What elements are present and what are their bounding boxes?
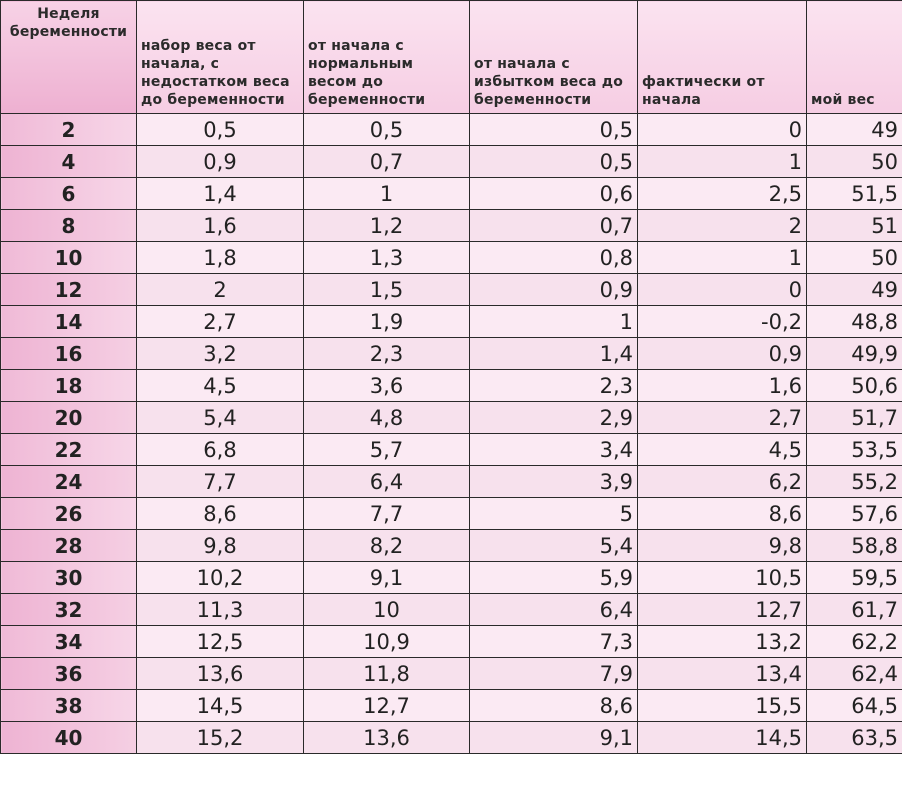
overweight-cell: 0,5 <box>470 114 638 146</box>
overweight-cell: 3,4 <box>470 434 638 466</box>
actual-cell: 0 <box>638 274 807 306</box>
my-weight-cell: 58,8 <box>807 530 902 562</box>
underweight-cell: 14,5 <box>137 690 304 722</box>
table-row <box>1 146 902 178</box>
underweight-cell: 12,5 <box>137 626 304 658</box>
header-week: Неделя беременности <box>1 1 137 114</box>
table-row <box>1 530 902 562</box>
overweight-cell: 5 <box>470 498 638 530</box>
actual-cell: 14,5 <box>638 722 807 754</box>
my-weight-cell: 53,5 <box>807 434 902 466</box>
actual-cell: 13,2 <box>638 626 807 658</box>
week-cell: 38 <box>1 690 137 722</box>
overweight-cell: 7,3 <box>470 626 638 658</box>
actual-cell: 8,6 <box>638 498 807 530</box>
header-overweight: от начала с избытком веса до беременности <box>470 1 638 114</box>
week-cell: 24 <box>1 466 137 498</box>
actual-cell: 0,9 <box>638 338 807 370</box>
table-row <box>1 434 902 466</box>
actual-cell: 2,7 <box>638 402 807 434</box>
my-weight-cell: 49 <box>807 114 902 146</box>
week-cell: 22 <box>1 434 137 466</box>
week-cell: 16 <box>1 338 137 370</box>
normal-cell: 1,9 <box>304 306 470 338</box>
normal-cell: 0,7 <box>304 146 470 178</box>
underweight-cell: 3,2 <box>137 338 304 370</box>
actual-cell: 9,8 <box>638 530 807 562</box>
overweight-cell: 5,4 <box>470 530 638 562</box>
table-row <box>1 178 902 210</box>
actual-cell: 4,5 <box>638 434 807 466</box>
normal-cell: 12,7 <box>304 690 470 722</box>
week-cell: 30 <box>1 562 137 594</box>
my-weight-cell: 51 <box>807 210 902 242</box>
underweight-cell: 11,3 <box>137 594 304 626</box>
table-row <box>1 338 902 370</box>
week-cell: 36 <box>1 658 137 690</box>
normal-cell: 13,6 <box>304 722 470 754</box>
overweight-cell: 3,9 <box>470 466 638 498</box>
actual-cell: -0,2 <box>638 306 807 338</box>
my-weight-cell: 51,5 <box>807 178 902 210</box>
underweight-cell: 9,8 <box>137 530 304 562</box>
my-weight-cell: 62,4 <box>807 658 902 690</box>
normal-cell: 9,1 <box>304 562 470 594</box>
underweight-cell: 1,8 <box>137 242 304 274</box>
week-cell: 8 <box>1 210 137 242</box>
normal-cell: 1 <box>304 178 470 210</box>
week-cell: 4 <box>1 146 137 178</box>
actual-cell: 1 <box>638 242 807 274</box>
overweight-cell: 0,8 <box>470 242 638 274</box>
table-row <box>1 498 902 530</box>
header-my-weight: мой вес <box>807 1 902 114</box>
actual-cell: 13,4 <box>638 658 807 690</box>
underweight-cell: 1,6 <box>137 210 304 242</box>
table-row <box>1 594 902 626</box>
week-cell: 32 <box>1 594 137 626</box>
underweight-cell: 0,5 <box>137 114 304 146</box>
week-cell: 14 <box>1 306 137 338</box>
underweight-cell: 7,7 <box>137 466 304 498</box>
underweight-cell: 2,7 <box>137 306 304 338</box>
normal-cell: 3,6 <box>304 370 470 402</box>
normal-cell: 4,8 <box>304 402 470 434</box>
underweight-cell: 4,5 <box>137 370 304 402</box>
normal-cell: 1,2 <box>304 210 470 242</box>
overweight-cell: 5,9 <box>470 562 638 594</box>
my-weight-cell: 49 <box>807 274 902 306</box>
week-cell: 28 <box>1 530 137 562</box>
week-cell: 10 <box>1 242 137 274</box>
header-actual: фактически от начала <box>638 1 807 114</box>
actual-cell: 6,2 <box>638 466 807 498</box>
my-weight-cell: 61,7 <box>807 594 902 626</box>
header-underweight: набор веса от начала, с недостатком веса до беременности <box>137 1 304 114</box>
week-cell: 40 <box>1 722 137 754</box>
underweight-cell: 0,9 <box>137 146 304 178</box>
normal-cell: 10,9 <box>304 626 470 658</box>
week-cell: 2 <box>1 114 137 146</box>
table-row <box>1 722 902 754</box>
table-row <box>1 370 902 402</box>
underweight-cell: 13,6 <box>137 658 304 690</box>
normal-cell: 10 <box>304 594 470 626</box>
overweight-cell: 1,4 <box>470 338 638 370</box>
actual-cell: 1 <box>638 146 807 178</box>
overweight-cell: 0,6 <box>470 178 638 210</box>
underweight-cell: 8,6 <box>137 498 304 530</box>
week-cell: 18 <box>1 370 137 402</box>
my-weight-cell: 48,8 <box>807 306 902 338</box>
actual-cell: 2 <box>638 210 807 242</box>
overweight-cell: 8,6 <box>470 690 638 722</box>
table-row <box>1 690 902 722</box>
overweight-cell: 6,4 <box>470 594 638 626</box>
normal-cell: 6,4 <box>304 466 470 498</box>
table-row <box>1 402 902 434</box>
my-weight-cell: 62,2 <box>807 626 902 658</box>
table-row <box>1 274 902 306</box>
my-weight-cell: 49,9 <box>807 338 902 370</box>
normal-cell: 8,2 <box>304 530 470 562</box>
actual-cell: 12,7 <box>638 594 807 626</box>
my-weight-cell: 50 <box>807 146 902 178</box>
table-row <box>1 626 902 658</box>
normal-cell: 5,7 <box>304 434 470 466</box>
normal-cell: 7,7 <box>304 498 470 530</box>
actual-cell: 0 <box>638 114 807 146</box>
actual-cell: 15,5 <box>638 690 807 722</box>
overweight-cell: 0,7 <box>470 210 638 242</box>
header-normal: от начала с нормальным весом до беременности <box>304 1 470 114</box>
week-cell: 6 <box>1 178 137 210</box>
my-weight-cell: 50,6 <box>807 370 902 402</box>
normal-cell: 1,3 <box>304 242 470 274</box>
week-cell: 26 <box>1 498 137 530</box>
overweight-cell: 7,9 <box>470 658 638 690</box>
my-weight-cell: 63,5 <box>807 722 902 754</box>
underweight-cell: 10,2 <box>137 562 304 594</box>
overweight-cell: 0,9 <box>470 274 638 306</box>
actual-cell: 10,5 <box>638 562 807 594</box>
table-row <box>1 562 902 594</box>
underweight-cell: 15,2 <box>137 722 304 754</box>
table-row <box>1 658 902 690</box>
my-weight-cell: 51,7 <box>807 402 902 434</box>
actual-cell: 1,6 <box>638 370 807 402</box>
actual-cell: 2,5 <box>638 178 807 210</box>
my-weight-cell: 57,6 <box>807 498 902 530</box>
underweight-cell: 2 <box>137 274 304 306</box>
week-cell: 20 <box>1 402 137 434</box>
normal-cell: 0,5 <box>304 114 470 146</box>
overweight-cell: 1 <box>470 306 638 338</box>
my-weight-cell: 59,5 <box>807 562 902 594</box>
my-weight-cell: 64,5 <box>807 690 902 722</box>
underweight-cell: 5,4 <box>137 402 304 434</box>
table-row <box>1 210 902 242</box>
overweight-cell: 9,1 <box>470 722 638 754</box>
table-row <box>1 114 902 146</box>
table-row <box>1 242 902 274</box>
my-weight-cell: 55,2 <box>807 466 902 498</box>
normal-cell: 2,3 <box>304 338 470 370</box>
table-row <box>1 466 902 498</box>
normal-cell: 11,8 <box>304 658 470 690</box>
week-cell: 34 <box>1 626 137 658</box>
header-row <box>1 1 902 114</box>
underweight-cell: 6,8 <box>137 434 304 466</box>
overweight-cell: 2,9 <box>470 402 638 434</box>
overweight-cell: 2,3 <box>470 370 638 402</box>
week-cell: 12 <box>1 274 137 306</box>
table-row <box>1 306 902 338</box>
my-weight-cell: 50 <box>807 242 902 274</box>
overweight-cell: 0,5 <box>470 146 638 178</box>
underweight-cell: 1,4 <box>137 178 304 210</box>
normal-cell: 1,5 <box>304 274 470 306</box>
